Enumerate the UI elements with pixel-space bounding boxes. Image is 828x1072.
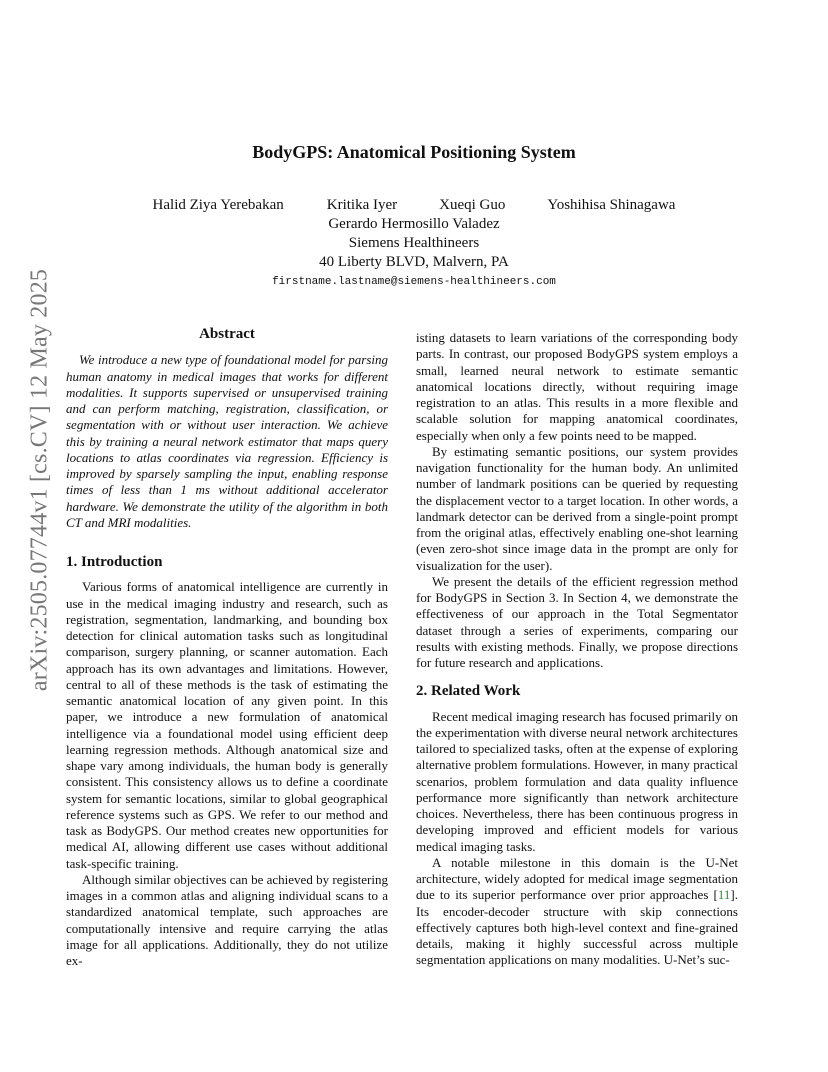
affiliation: Siemens Healthineers [348, 235, 480, 251]
paragraph: By estimating semantic positions, our system provides navigation functionality for the human body. An unlimited number of landmark positions can be queried by requesting the displacement vector to a target location. In other words, a landmark detector can be derived from a single-point prompt from the original atlas, effectively enabling one-shot learning (even zero-shot since image data in the prompt are only for visualization for the user). [416, 443, 738, 573]
abstract-text: We introduce a new type of foundational model for parsing human anatomy in medical images that works for different modalities. It supports supervised or unsupervised training and can perform matching, registration, classification, or segmentation with or without user interaction. We achieve this by training a neural network estimator that maps query locations to atlas coordinates via regression. Efficiency is improved by sparsely sampling the input, enabling response times of less than 1 ms without additional accelerator hardware. We demonstrate the utility of the algorithm in both CT and MRI modalities. [66, 352, 388, 530]
paragraph: We present the details of the efficient regression method for BodyGPS in Section 3. In Section 4, we demonstrate the effectiveness of our approach in the Total Segmentator dataset through a series of experiments, comparing our results with existing methods. Finally, we propose directions for future research and applications. [416, 573, 738, 670]
author-name: Halid Ziya Yerebakan [152, 197, 284, 213]
paragraph: Recent medical imaging research has focused primarily on the experimentation with diverse neural network architectures tailored to specialized tasks, often at the expense of exploring alternative problem formulations. However, in many practical scenarios, problem formulation and data quality influence performance more significantly than network architecture choices. Nevertheless, there has been continuous progress in developing improved and efficient models for various medical imaging tasks. [416, 708, 738, 854]
section-heading-introduction: 1. Introduction [66, 554, 163, 570]
paragraph: Although similar objectives can be achieved by registering images in a common atlas and aligning individual scans to a standardized anatomical template, such approaches are computationally intensive and require carrying the atlas image for all applications. Additionally, they do not utilize ex- [66, 871, 388, 968]
paragraph: isting datasets to learn variations of the corresponding body parts. In contrast, our proposed BodyGPS system employs a small, learned neural network to estimate semantic anatomical locations directly, without requiring image registration to an atlas. This results in a more flexible and scalable solution for mapping anatomical coordinates, especially when only a few points need to be mapped. [416, 330, 738, 443]
author-name: Gerardo Hermosillo Valadez [328, 216, 500, 232]
paper-title: BodyGPS: Anatomical Positioning System [252, 142, 576, 162]
author-name: Kritika Iyer [326, 197, 398, 213]
paragraph: Various forms of anatomical intelligence are currently in use in the medical imaging industry and research, such as registration, segmentation, landmarking, and bounding box detection for clinical automation tasks such as longitudinal comparison, surgery planning, or scanner automation. Each approach has its own advantages and limitations. However, central to all of these methods is the task of estimating the semantic anatomical location of any given point. In this paper, we introduce a new formulation of anatomical intelligence via a foundational model using efficient deep learning regression methods. Although anatomical size and shape vary among individuals, the human body is generally consistent. This consistency allows us to define a coordinate system for semantic locations, similar to global geographical reference systems such as GPS. We refer to our method and task as BodyGPS. Our method creates new opportunities for medical AI, allowing different use cases without additional task-specific training. [66, 579, 388, 871]
paragraph [416, 855, 738, 969]
arxiv-stamp: arXiv:2505.07744v1 [cs.CV] 12 May 2025 [26, 268, 53, 692]
left-column [66, 326, 388, 969]
author-name: Xueqi Guo [439, 197, 506, 213]
paragraph-text: ]. Its encoder-decoder structure with skip connections effectively captures both high-level context and fine-grained details, making it highly successful across multiple segmentation applications on many modalities. U-Net’s suc- [416, 887, 738, 968]
author-block [0, 196, 828, 272]
abstract-heading: Abstract [199, 326, 255, 342]
right-column [416, 330, 738, 969]
citation-link[interactable]: 11 [717, 887, 731, 903]
author-name: Yoshihisa Shinagawa [547, 197, 676, 213]
author-email: firstname.lastname@siemens-healthineers.com [272, 276, 556, 288]
author-names [0, 196, 828, 215]
address: 40 Liberty BLVD, Malvern, PA [319, 254, 509, 270]
section-heading-related-work: 2. Related Work [416, 683, 521, 700]
paragraph-text: A notable milestone in this domain is the U-Net architecture, widely adopted for medical image segmentation due to its superior performance over prior approaches [ [416, 854, 738, 903]
